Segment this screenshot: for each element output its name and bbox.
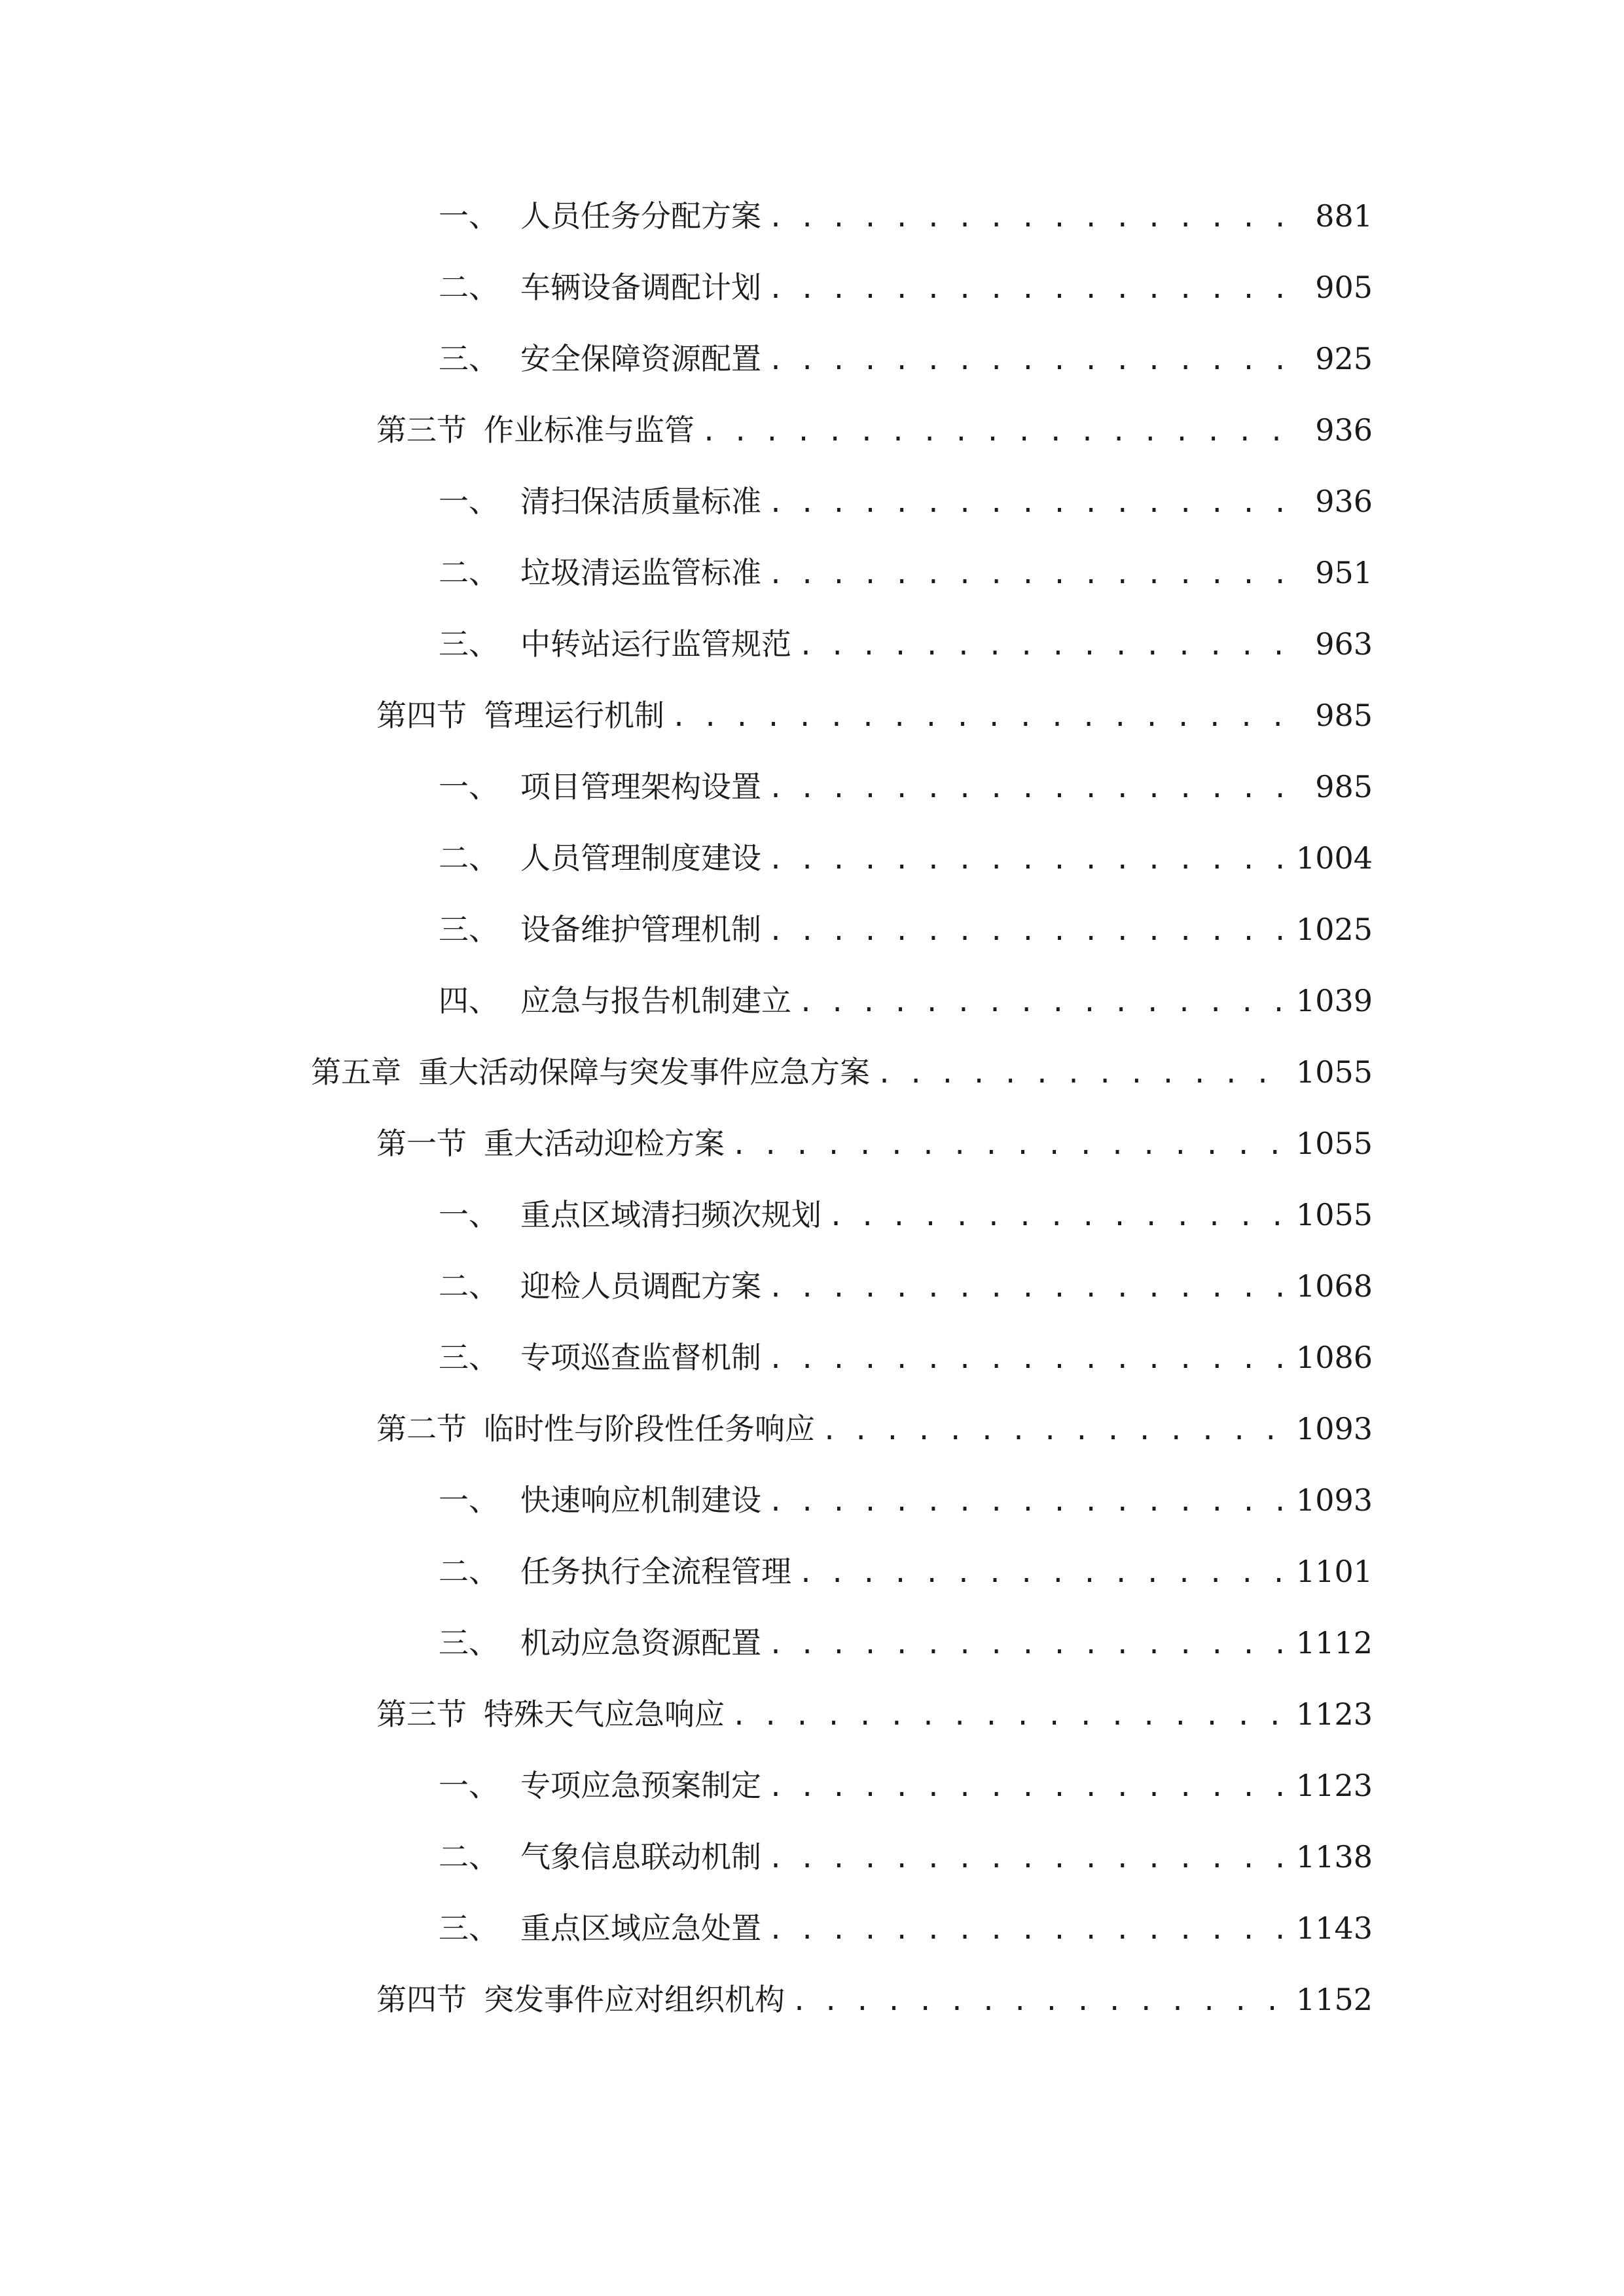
toc-entry-title: 临时性与阶段性任务响应: [484, 1411, 815, 1446]
toc-entry[interactable]: [439, 550, 1373, 596]
toc-entry[interactable]: [439, 1477, 1373, 1523]
toc-entry-number: 三、: [439, 626, 499, 662]
toc-entry[interactable]: [439, 621, 1373, 667]
toc-entry-number: 二、: [439, 840, 499, 876]
toc-entry-page: 936: [1315, 412, 1373, 448]
dot-leader: [768, 1479, 1287, 1525]
toc-entry[interactable]: [439, 1263, 1373, 1309]
toc-entry[interactable]: [439, 1834, 1373, 1880]
toc-entry-number: 三、: [439, 912, 499, 947]
toc-entry-title: 迎检人员调配方案: [520, 1268, 761, 1304]
toc-entry-page: 1093: [1295, 1411, 1373, 1446]
dot-leader: [791, 1979, 1287, 2024]
toc-entry-title: 重大活动迎检方案: [484, 1126, 725, 1161]
toc-entry-page: 1152: [1295, 1982, 1373, 2017]
dot-leader: [798, 1551, 1287, 1596]
toc-entry-title: 应急与报告机制建立: [520, 983, 791, 1018]
dot-leader: [768, 266, 1306, 312]
toc-entry-page: 1055: [1295, 1197, 1373, 1232]
toc-entry-number: 一、: [439, 1482, 499, 1518]
toc-entry-number: 二、: [439, 270, 499, 305]
toc-entry-number: 二、: [439, 1839, 499, 1874]
toc-entry[interactable]: [439, 478, 1373, 524]
toc-entry-title: 专项应急预案制定: [520, 1768, 761, 1803]
toc-entry-title: 气象信息联动机制: [520, 1839, 761, 1874]
dot-leader: [768, 766, 1306, 812]
toc-entry-title: 快速响应机制建设: [520, 1482, 761, 1518]
dot-leader: [768, 552, 1306, 598]
toc-entry-number: 第三节: [376, 412, 467, 448]
dot-leader: [768, 1836, 1287, 1882]
toc-entry[interactable]: [439, 1763, 1373, 1808]
toc-entry[interactable]: [439, 764, 1373, 810]
toc-entry-title: 特殊天气应急响应: [484, 1696, 725, 1732]
toc-entry-page: 1004: [1295, 840, 1373, 876]
dot-leader: [768, 1265, 1287, 1311]
toc-entry-number: 一、: [439, 198, 499, 234]
dot-leader: [768, 1622, 1287, 1668]
toc-entry[interactable]: [439, 336, 1373, 382]
toc-entry-title: 清扫保洁质量标准: [520, 484, 761, 519]
toc-entry-number: 二、: [439, 1268, 499, 1304]
toc-entry-page: 985: [1315, 769, 1373, 804]
dot-leader: [768, 908, 1287, 954]
toc-entry-page: 963: [1315, 626, 1373, 662]
dot-leader: [731, 1693, 1287, 1739]
toc-entry[interactable]: [376, 1691, 1373, 1737]
dot-leader: [731, 1122, 1287, 1168]
toc-entry[interactable]: [311, 1049, 1373, 1095]
toc-entry[interactable]: [439, 978, 1373, 1024]
dot-leader: [671, 694, 1306, 740]
toc-entry[interactable]: [376, 692, 1373, 738]
toc-entry-title: 任务执行全流程管理: [520, 1554, 791, 1589]
toc-entry-number: 第三节: [376, 1696, 467, 1732]
dot-leader: [821, 1408, 1287, 1454]
toc-entry-page: 881: [1315, 198, 1373, 234]
toc-entry-number: 一、: [439, 484, 499, 519]
toc-entry[interactable]: [376, 1977, 1373, 2022]
toc-entry-title: 重大活动保障与突发事件应急方案: [418, 1054, 870, 1090]
toc-entry-title: 专项巡查监督机制: [520, 1340, 761, 1375]
toc-entry-page: 1055: [1295, 1126, 1373, 1161]
dot-leader: [768, 338, 1306, 384]
toc-entry-page: 1138: [1295, 1839, 1373, 1874]
toc-entry-page: 1093: [1295, 1482, 1373, 1518]
toc-entry[interactable]: [439, 906, 1373, 952]
toc-entry-title: 车辆设备调配计划: [520, 270, 761, 305]
toc-entry[interactable]: [439, 1335, 1373, 1380]
toc-entry-title: 管理运行机制: [484, 698, 664, 733]
toc-entry[interactable]: [376, 1406, 1373, 1452]
toc-entry-number: 一、: [439, 1768, 499, 1803]
toc-entry-number: 三、: [439, 341, 499, 376]
toc-entry[interactable]: [439, 264, 1373, 310]
dot-leader: [768, 195, 1306, 241]
dot-leader: [798, 980, 1287, 1026]
toc-entry-number: 第一节: [376, 1126, 467, 1161]
toc-entry-page: 1123: [1295, 1768, 1373, 1803]
toc-entry-number: 第二节: [376, 1411, 467, 1446]
dot-leader: [768, 480, 1306, 526]
toc-entry-title: 安全保障资源配置: [520, 341, 761, 376]
toc-entry-title: 垃圾清运监管标准: [520, 555, 761, 590]
toc-entry-number: 三、: [439, 1625, 499, 1660]
toc-entry-page: 1068: [1295, 1268, 1373, 1304]
toc-entry-page: 1101: [1295, 1554, 1373, 1589]
toc-entry[interactable]: [439, 1192, 1373, 1238]
toc-entry[interactable]: [376, 1121, 1373, 1166]
toc-entry-page: 1123: [1295, 1696, 1373, 1732]
dot-leader: [798, 623, 1306, 669]
toc-entry-page: 985: [1315, 698, 1373, 733]
toc-entry[interactable]: [439, 1905, 1373, 1951]
dot-leader: [768, 1907, 1287, 1953]
toc-entry-title: 设备维护管理机制: [520, 912, 761, 947]
toc-entry-page: 936: [1315, 484, 1373, 519]
toc-entry[interactable]: [439, 193, 1373, 239]
toc-entry[interactable]: [376, 407, 1373, 453]
toc-entry-page: 1086: [1295, 1340, 1373, 1375]
dot-leader: [768, 1336, 1287, 1382]
toc-entry-number: 四、: [439, 983, 499, 1018]
toc-entry-title: 人员任务分配方案: [520, 198, 761, 234]
toc-entry-number: 第五章: [311, 1054, 401, 1090]
toc-entry-number: 一、: [439, 1197, 499, 1232]
toc-entry-page: 1025: [1295, 912, 1373, 947]
dot-leader: [876, 1051, 1287, 1097]
toc-entry-title: 中转站运行监管规范: [520, 626, 791, 662]
toc-entry-number: 三、: [439, 1910, 499, 1946]
toc-entry-page: 1143: [1295, 1910, 1373, 1946]
toc-entry[interactable]: [439, 835, 1373, 881]
toc-entry-title: 作业标准与监管: [484, 412, 695, 448]
toc-entry-title: 项目管理架构设置: [520, 769, 761, 804]
toc-entry[interactable]: [439, 1549, 1373, 1594]
toc-entry-page: 1112: [1295, 1625, 1373, 1660]
dot-leader: [701, 409, 1306, 455]
toc-entry-number: 第四节: [376, 698, 467, 733]
toc-entry-page: 951: [1315, 555, 1373, 590]
toc-entry-page: 1055: [1295, 1054, 1373, 1090]
toc-entry-number: 二、: [439, 555, 499, 590]
toc-entry-title: 重点区域应急处置: [520, 1910, 761, 1946]
toc-entry-page: 905: [1315, 270, 1373, 305]
toc-entry-title: 重点区域清扫频次规划: [520, 1197, 821, 1232]
dot-leader: [768, 1765, 1287, 1810]
toc-entry-title: 机动应急资源配置: [520, 1625, 761, 1660]
toc-entry-page: 1039: [1295, 983, 1373, 1018]
toc-entry-number: 第四节: [376, 1982, 467, 2017]
toc-entry[interactable]: [439, 1620, 1373, 1666]
toc-entry-number: 二、: [439, 1554, 499, 1589]
toc-entry-number: 一、: [439, 769, 499, 804]
toc-entry-number: 三、: [439, 1340, 499, 1375]
toc-entry-title: 人员管理制度建设: [520, 840, 761, 876]
dot-leader: [828, 1194, 1287, 1240]
toc-entry-page: 925: [1315, 341, 1373, 376]
toc-entry-title: 突发事件应对组织机构: [484, 1982, 785, 2017]
dot-leader: [768, 837, 1287, 883]
